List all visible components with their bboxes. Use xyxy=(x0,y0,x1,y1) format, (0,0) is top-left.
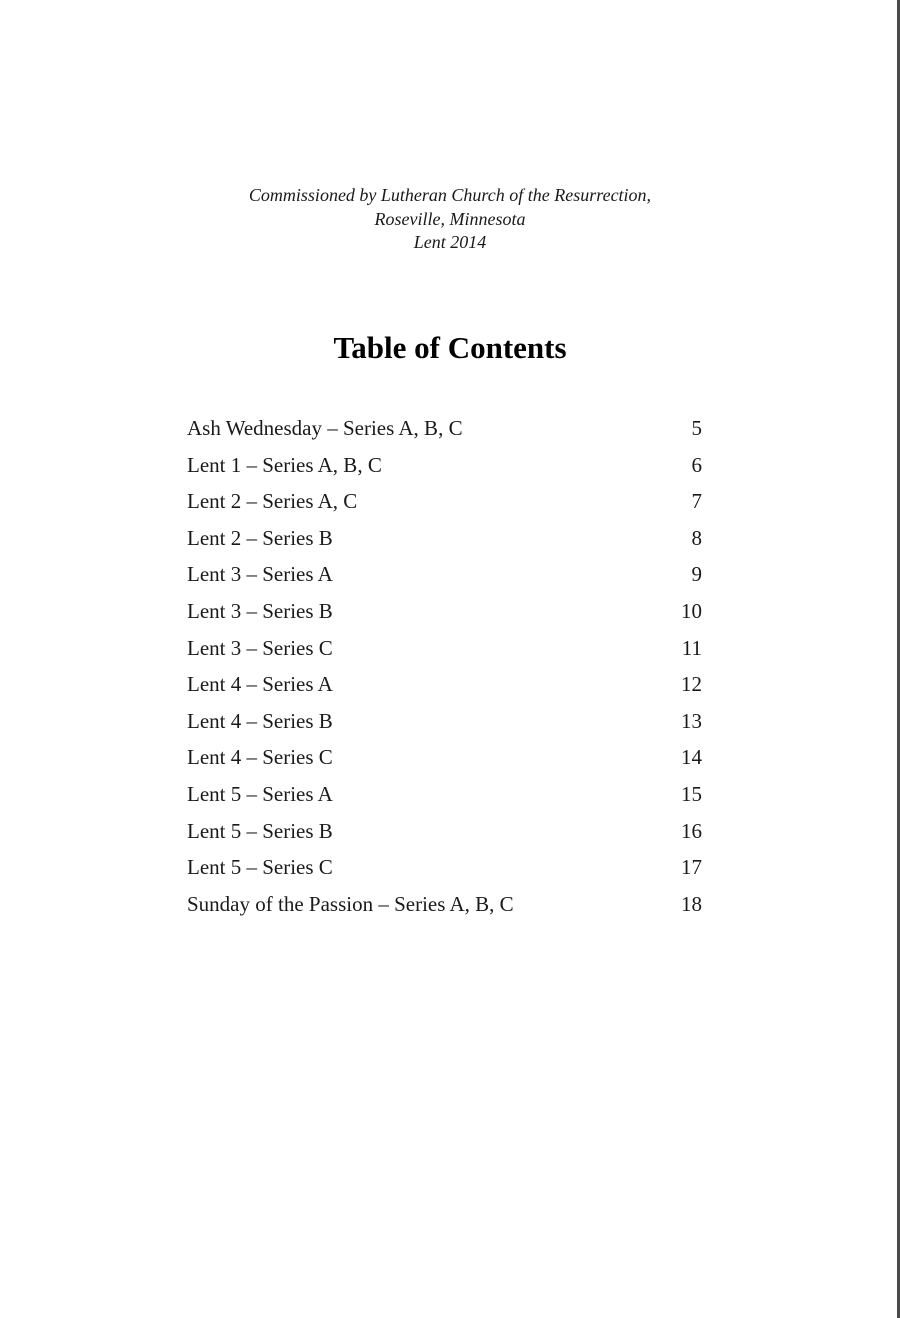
toc-entry-label: Lent 5 – Series C xyxy=(187,855,333,880)
toc-entry-label: Sunday of the Passion – Series A, B, C xyxy=(187,891,514,916)
toc-entry xyxy=(187,483,702,520)
toc-entry-page: 11 xyxy=(681,635,702,660)
toc-entry-label: Lent 1 – Series A, B, C xyxy=(187,452,382,477)
toc-entry-page: 8 xyxy=(691,525,702,550)
commission-line-1: Commissioned by Lutheran Church of the Resurrection, xyxy=(248,185,652,205)
toc-entry xyxy=(187,739,702,776)
toc-entry xyxy=(187,813,702,850)
toc-entry-page: 10 xyxy=(681,598,702,623)
toc-entry-page: 14 xyxy=(681,745,702,770)
commission-note xyxy=(0,184,900,255)
toc-entry-label: Lent 4 – Series C xyxy=(187,745,333,770)
toc-entry xyxy=(187,630,702,667)
toc-entry-label: Lent 4 – Series A xyxy=(187,672,333,697)
toc-entry-page: 12 xyxy=(681,672,702,697)
commission-line-2: Roseville, Minnesota xyxy=(374,208,526,229)
toc-entry-label: Lent 3 – Series B xyxy=(187,598,333,623)
toc-entry xyxy=(187,520,702,557)
toc-entry-page: 15 xyxy=(681,781,702,806)
toc-list xyxy=(187,410,702,922)
toc-entry-label: Lent 4 – Series B xyxy=(187,708,333,733)
toc-entry-page: 16 xyxy=(681,818,702,843)
toc-entry-label: Ash Wednesday – Series A, B, C xyxy=(187,416,463,440)
toc-entry-page: 13 xyxy=(681,708,702,733)
toc-entry xyxy=(187,703,702,740)
toc-entry-page: 5 xyxy=(691,416,702,440)
toc-entry xyxy=(187,410,702,447)
toc-entry-page: 18 xyxy=(681,891,702,916)
toc-title: Table of Contents xyxy=(333,330,567,365)
toc-entry-label: Lent 5 – Series A xyxy=(187,781,333,806)
toc-entry xyxy=(187,556,702,593)
toc-entry xyxy=(187,666,702,703)
toc-entry-label: Lent 3 – Series A xyxy=(187,562,333,587)
toc-entry xyxy=(187,849,702,886)
toc-entry-page: 6 xyxy=(691,452,702,477)
toc-entry-page: 7 xyxy=(691,489,702,514)
toc-entry xyxy=(187,886,702,923)
toc-entry-label: Lent 5 – Series B xyxy=(187,818,333,843)
toc-entry-page: 9 xyxy=(691,562,702,587)
commission-line-3: Lent 2014 xyxy=(413,232,487,252)
toc-entry-label: Lent 2 – Series B xyxy=(187,525,333,550)
toc-entry-page: 17 xyxy=(681,855,702,880)
toc-entry-label: Lent 3 – Series C xyxy=(187,635,333,660)
toc-entry-label: Lent 2 – Series A, C xyxy=(187,489,358,514)
toc-entry xyxy=(187,776,702,813)
toc-entry xyxy=(187,593,702,630)
toc-entry xyxy=(187,447,702,484)
